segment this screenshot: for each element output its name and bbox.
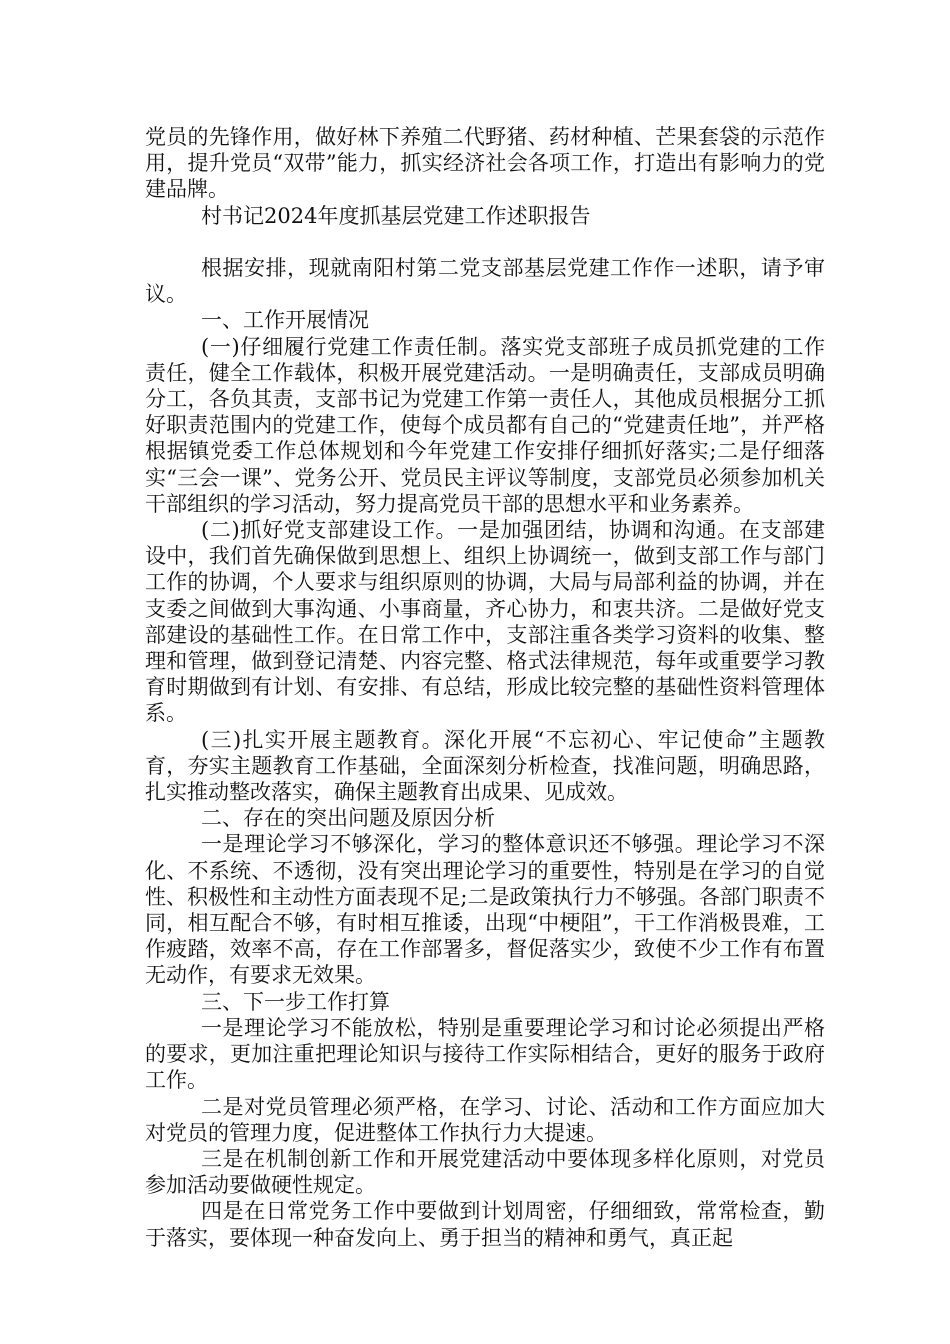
section-3-paragraph-4: 四是在日常党务工作中要做到计划周密，仔细细致，常常检查，勤于落实，要体现一种奋发向上、勇于担当的精神和勇气，真正起: [145, 1199, 825, 1250]
section-2-paragraph-1: 一是理论学习不够深化，学习的整体意识还不够强。理论学习不深化、不系统、不透彻，没有突出理论学习的重要性，特别是在学习的自觉性、积极性和主动性方面表现不足;二是政策执行力不够强。各部门职责不同，相互配合不够，有时相互推诿，出现“中梗阻”，干工作消极畏难，工作疲踏，效率不高，存在工作部署多，督促落实少，致使不少工作有布置无动作，有要求无效果。: [145, 832, 825, 988]
section-2-heading: 二、存在的突出问题及原因分析: [201, 806, 495, 831]
section-3-paragraph-3: 三是在机制创新工作和开展党建活动中要体现多样化原则，对党员参加活动要做硬性规定。: [145, 1146, 825, 1198]
document-body: [145, 124, 825, 1251]
section-3-heading: 三、下一步工作打算: [201, 989, 390, 1014]
intro-tail-paragraph: 党员的先锋作用，做好林下养殖二代野猪、药材种植、芒果套袋的示范作用，提升党员“双带”能力，抓实经济社会各项工作，打造出有影响力的党建品牌。: [145, 125, 825, 202]
section-3-paragraph-1: 一是理论学习不能放松，特别是重要理论学习和讨论必须提出严格的要求，更加注重把理论知识与接待工作实际相结合，更好的服务于政府工作。: [145, 1015, 825, 1093]
section-1-paragraph-1: (一)仔细履行党建工作责任制。落实党支部班子成员抓党建的工作责任，健全工作载体，积极开展党建活动。一是明确责任，支部成员明确分工，各负其责，支部书记为党建工作第一责任人，其他成员根据分工抓好职责范围内的党建工作，使每个成员都有自己的“党建责任地”，并严格根据镇党委工作总体规划和今年党建工作安排仔细抓好落实;二是仔细落实“三会一课”、党务公开、党员民主评议等制度，支部党员必须参加机关干部组织的学习活动，努力提高党员干部的思想水平和业务素养。: [145, 334, 825, 516]
opening-paragraph: 根据安排，现就南阳村第二党支部基层党建工作作一述职，请予审议。: [145, 256, 825, 307]
section-1-paragraph-2: (二)抓好党支部建设工作。一是加强团结，协调和沟通。在支部建设中，我们首先确保做到思想上、组织上协调统一，做到支部工作与部门工作的协调，个人要求与组织原则的协调，大局与局部利益的协调，并在支委之间做到大事沟通、小事商量，齐心协力，和衷共济。二是做好党支部建设的基础性工作。在日常工作中，支部注重各类学习资料的收集、整理和管理，做到登记清楚、内容完整、格式法律规范，每年或重要学习教育时期做到有计划、有安排、有总结，形成比较完整的基础性资料管理体系。: [145, 518, 825, 726]
report-title: 村书记2024年度抓基层党建工作述职报告: [201, 203, 591, 228]
section-1-paragraph-3: (三)扎实开展主题教育。深化开展“不忘初心、牢记使命”主题教育，夯实主题教育工作基础，全面深刻分析检查，找准问题，明确思路，扎实推动整改落实，确保主题教育出成果、见成效。: [145, 727, 825, 805]
section-1-heading: 一、工作开展情况: [201, 308, 369, 333]
blank-line: [145, 229, 825, 255]
section-3-paragraph-2: 二是对党员管理必须严格，在学习、讨论、活动和工作方面应加大对党员的管理力度，促进整体工作执行力大提速。: [145, 1094, 825, 1145]
